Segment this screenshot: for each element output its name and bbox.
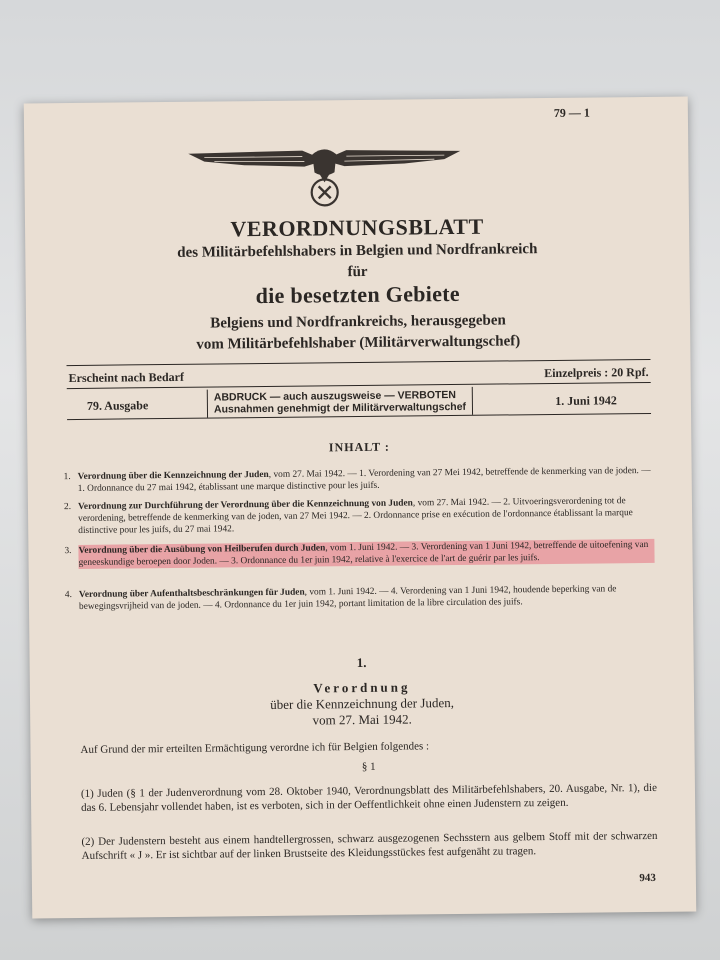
section-number: 1. (356, 654, 367, 671)
document-page (24, 97, 696, 919)
highlight-mark: Verordnung über die Ausübung von Heilberufen durch Juden, vom 1. Juni 1942. — 3. Verordening van 1 Juni 1942, betreffende de uitoefening van geneeskundige beroepen door Joden. — 3. Ordonnance du 1er juin 1942, relative à l'exercice de l'art de guérir par les juifs. (78, 539, 654, 569)
intro-text: Auf Grund der mir erteilten Ermächtigung verordne ich für Belgien folgendes : (80, 740, 430, 756)
subtitle-line: Belgiens und Nordfrankreichs, herausgegeben (210, 312, 506, 332)
page-reference: 79 — 1 (553, 105, 590, 120)
price-text: Einzelpreis : 20 Rpf. (544, 364, 649, 381)
publication-title: VERORDNUNGSBLATT (230, 213, 484, 242)
reprint-notice (207, 387, 473, 418)
section-date: vom 27. Mai 1942. (312, 711, 412, 728)
subtitle-line: des Militärbefehlshabers in Belgien und Nordfrankreich (177, 241, 538, 261)
page-number: 943 (639, 871, 656, 885)
eagle-emblem (184, 141, 465, 210)
contents-heading: INHALT : (328, 439, 390, 455)
paragraph-sign: § 1 (361, 760, 376, 773)
list-item: 2. Verordnung zur Durchführung der Verordnung über die Kennzeichnung von Juden, vom 27. Mai 1942. — 2. Uitvoeringsverordening tot de verordening, betreffende de kenmerking van de joden, van 27 Mei 1942. — 2. Ordonnance prise en exécution de l'ordonnance établissant la marque distinctive pour les juifs, du 27 mai 1942. (63, 496, 633, 536)
subtitle-emphasis: die besetzten Gebiete (255, 280, 461, 309)
section-subtitle: über die Kennzeichnung der Juden, (270, 695, 455, 712)
frequency-text: Erscheint nach Bedarf (68, 369, 185, 386)
subtitle-line: für (347, 263, 368, 281)
issue-date: 1. Juni 1942 (555, 393, 617, 408)
issue-number: 79. Ausgabe (86, 398, 149, 413)
reprint-line: Ausnahmen genehmigt der Militärverwaltungschef (213, 400, 467, 416)
list-item-highlighted: 3. Verordnung über die Ausübung von Heilberufen durch Juden, vom 1. Juni 1942. — 3. Verordening van 1 Juni 1942, betreffende de uitoefening van geneeskundige beroepen door Joden. — 3. Ordonnance du 1er juin 1942, relative à l'exercice de l'art de guérir par les juifs. (64, 539, 654, 569)
section-title: Verordnung (313, 679, 411, 696)
list-item: 1. Verordnung über die Kennzeichnung der Juden, vom 27. Mai 1942. — 1. Verordening van 27 Mei 1942, betreffende de kenmerking van de joden. — 1. Ordonnance du 27 mai 1942, établissant une marque distinctive pour les juifs. (63, 465, 651, 494)
publication-info-row (68, 364, 649, 386)
subtitle-line: vom Militärbefehlshaber (Militärverwaltungschef) (196, 333, 521, 353)
body-paragraph: (1) Juden (§ 1 der Judenverordnung vom 28. Oktober 1940, Verordnungsblatt des Militärbefehlshabers, 20. Ausgabe, Nr. 1), die das 6. Lebensjahr vollendet haben, ist es verboten, sich in der Oeffentlichkeit ohne einen Judenstern zu zeigen. (80, 781, 658, 814)
list-item: 4. Verordnung über Aufenthaltsbeschränkungen für Juden, vom 1. Juni 1942. — 4. Verordening van 1 Juni 1942, houdende beperking van de bewegingsvrijheid van de joden. — 4. Ordonnance du 1er juin 1942, portant limitation de la libre circulation des juifs. (64, 584, 617, 612)
body-paragraph: (2) Der Judenstern besteht aus einem handtellergrossen, schwarz ausgezogenen Sechsstern aus gelbem Stoff mit der schwarzen Aufschrift « J ». Er ist sichtbar auf der linken Brustseite des Kleidungsstückes fest aufgenäht zu tragen. (81, 829, 658, 862)
reprint-line: ABDRUCK — auch auszugsweise — VERBOTEN (213, 388, 457, 404)
